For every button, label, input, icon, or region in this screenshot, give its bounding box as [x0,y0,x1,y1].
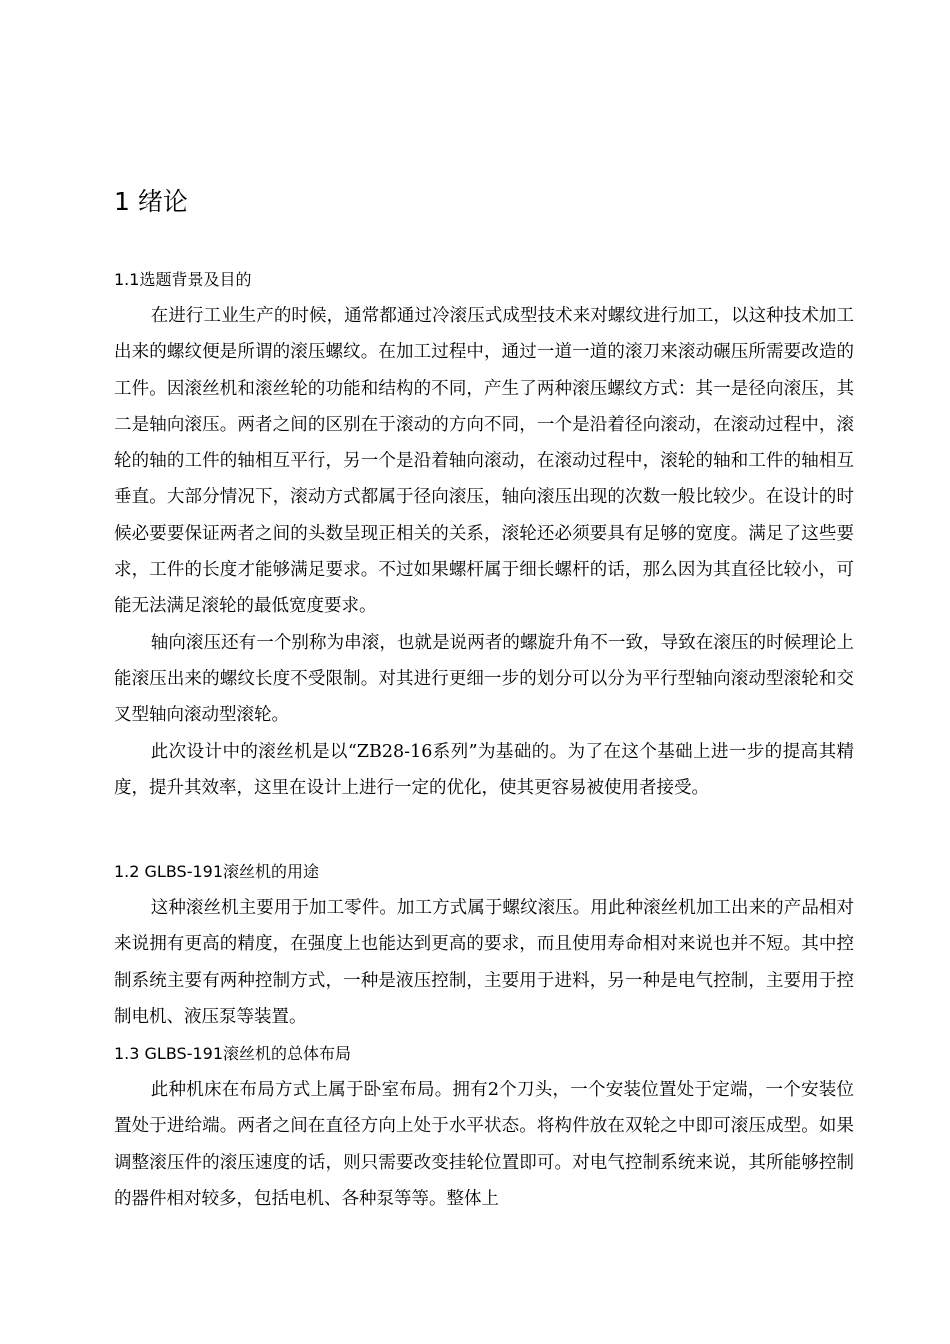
section-machine-layout [114,1038,854,1217]
body-paragraph: 这种滚丝机主要用于加工零件。加工方式属于螺纹滚压。用此种滚丝机加工出来的产品相对来说拥有更高的精度，在强度上也能达到更高的要求，而且使用寿命相对来说也并不短。其中控制系统主要有两种控制方式，一种是液压控制，主要用于进料，另一种是电气控制，主要用于控制电机、液压泵等装置。 [114,898,854,1027]
section-heading: 1.3 GLBS-191滚丝机的总体布局 [114,1044,352,1063]
body-paragraph: 轴向滚压还有一个别称为串滚，也就是说两者的螺旋升角不一致，导致在滚压的时候理论上能滚压出来的螺纹长度不受限制。对其进行更细一步的划分可以分为平行型轴向滚动型滚轮和交叉型轴向滚动型滚轮。 [114,632,854,726]
body-paragraph: 此种机床在布局方式上属于卧室布局。拥有2个刀头，一个安装位置处于定端，一个安装位置处于进给端。两者之间在直径方向上处于水平状态。将构件放在双轮之中即可滚压成型。如果调整滚压件的滚压速度的话，则只需要改变挂轮位置即可。对电气控制系统来说，其所能够控制的器件相对较多，包括电机、各种泵等等。整体上 [114,1080,854,1209]
body-paragraph: 此次设计中的滚丝机是以“ZB28-16系列”为基础的。为了在这个基础上进一步的提高其精度，提升其效率，这里在设计上进行一定的优化，使其更容易被使用者接受。 [114,741,854,798]
section-heading: 1.2 GLBS-191滚丝机的用途 [114,862,320,881]
body-paragraph: 在进行工业生产的时候，通常都通过冷滚压式成型技术来对螺纹进行加工，以这种技术加工出来的螺纹便是所谓的滚压螺纹。在加工过程中，通过一道一道的滚刀来滚动碾压所需要改造的工件。因滚丝机和滚丝轮的功能和结构的不同，产生了两种滚压螺纹方式：其一是径向滚压，其二是轴向滚压。两者之间的区别在于滚动的方向不同，一个是沿着径向滚动，在滚动过程中，滚轮的轴的工件的轴相互平行，另一个是沿着轴向滚动，在滚动过程中，滚轮的轴和工件的轴相互垂直。大部分情况下，滚动方式都属于径向滚压，轴向滚压出现的次数一般比较少。在设计的时候必要要保证两者之间的头数呈现正相关的关系，滚轮还必须要具有足够的宽度。满足了这些要求，工件的长度才能够满足要求。不过如果螺杆属于细长螺杆的话，那么因为其直径比较小，可能无法满足滚轮的最低宽度要求。 [114,306,854,617]
section-machine-purpose [114,856,854,1035]
chapter-title: 1 绪论 [114,187,188,216]
section-background-purpose [114,264,854,806]
section-heading: 1.1选题背景及目的 [114,270,252,289]
